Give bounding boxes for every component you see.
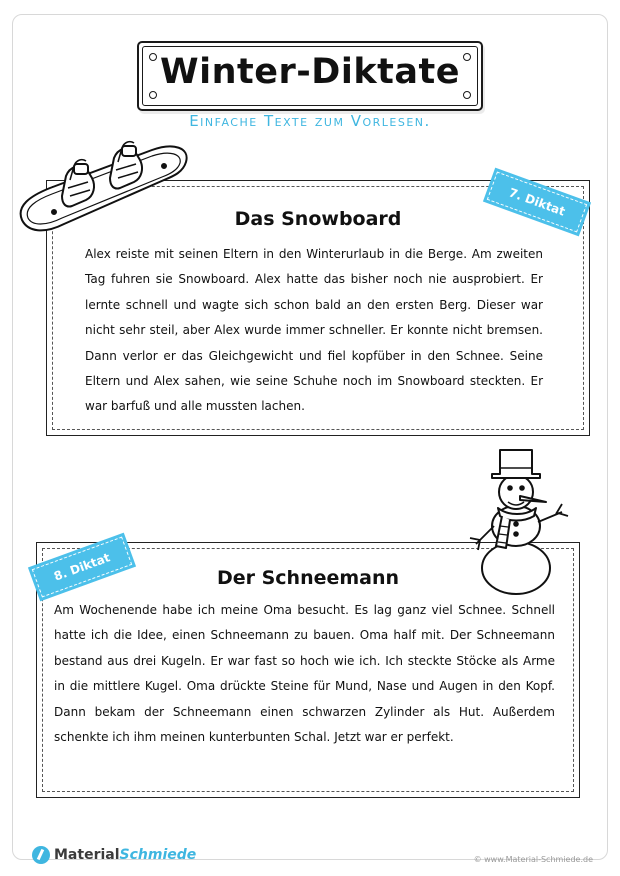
page-title: Winter-Diktate	[160, 52, 460, 92]
dictation-text: Am Wochenende habe ich meine Oma besucht. Es lag ganz viel Schnee. Schnell hatte ich die Idee, einen Schneemann zu bauen. Oma half mit. Der Schneemann bestand aus drei Kugeln. Er war fast so hoch wie ich. Ich steckte Stöcke als Arme in die mittlere Kugel. Oma drückte Steine für Mund, Nase und Augen in den Kopf. Dann bekam der Schneemann einen schwarzen Zylinder als Hut. Außerdem schenkte ich ihm meinen kunterbunten Schal. Jetzt war er perfekt.	[54, 603, 555, 745]
title-sign	[137, 41, 483, 111]
page-subtitle: Einfache Texte zum Vorlesen.	[189, 112, 431, 130]
materialschmiede-logo	[32, 846, 196, 864]
copyright-url: © www.Material-Schmiede.de	[473, 855, 593, 864]
logo-text-schmiede: Schmiede	[119, 847, 197, 863]
snowboard-icon	[14, 136, 194, 246]
dictation-number-badge: 7. Diktat	[487, 171, 587, 232]
screw-icon	[149, 91, 157, 99]
pencil-logo-icon	[32, 846, 50, 864]
logo-text-material: Material	[54, 847, 120, 863]
dictation-number-badge: 8. Diktat	[32, 536, 132, 597]
dictation-title: Der Schneemann	[216, 567, 400, 589]
dictation-title: Das Snowboard	[234, 208, 402, 230]
snowman-icon	[462, 446, 572, 596]
screw-icon	[463, 91, 471, 99]
dictation-text: Alex reiste mit seinen Eltern in den Winterurlaub in die Berge. Am zweiten Tag fuhren sie Snowboard. Alex hatte das bisher noch nie ausprobiert. Er lernte schnell und wagte sich schon bald an den ersten Berg. Dieser war nicht sehr steil, aber Alex wurde immer schneller. Er konnte nicht bremsen. Dann verlor er das Gleichgewicht und fiel kopfüber in den Schnee. Seine Eltern und Alex sahen, wie seine Schuhe noch im Snowboard steckten. Er war barfuß und alle mussten lachen.	[85, 247, 543, 414]
